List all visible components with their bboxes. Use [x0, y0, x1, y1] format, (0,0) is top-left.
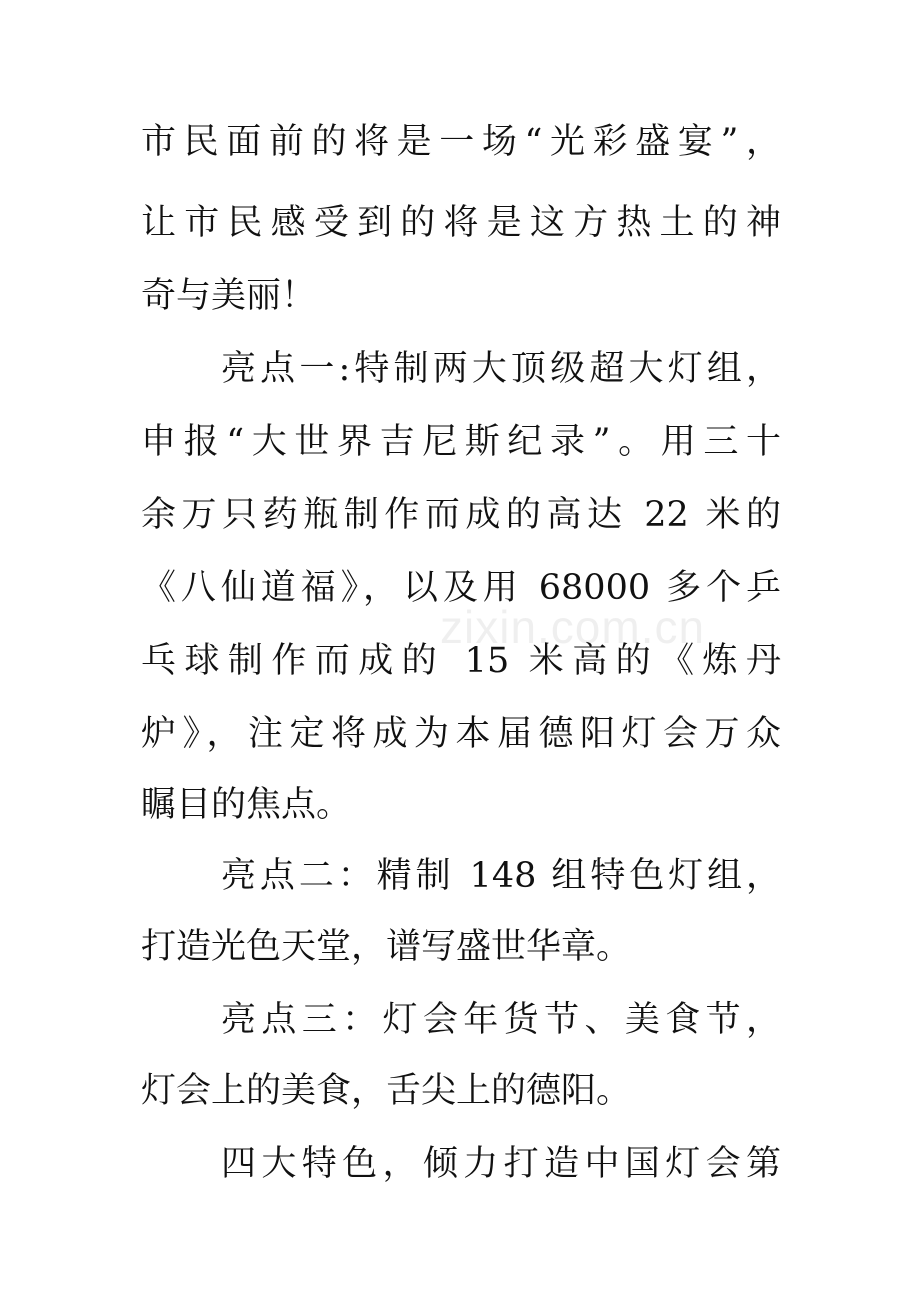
text-line: 市民面前的将是一场“光彩盛宴”， — [141, 122, 781, 162]
paragraph-first-line: 亮点一:特制两大顶级超大灯组， — [221, 349, 781, 389]
paragraph-first-line: 亮点二：精制 148 组特色灯组， — [221, 856, 781, 896]
text-line: 打造光色天堂，谱写盛世华章。 — [141, 927, 632, 967]
text-line: 瞩目的焦点。 — [141, 785, 352, 825]
text-line: 乓球制作而成的 15 米高的《炼丹 — [141, 641, 781, 681]
paragraph-first-line: 亮点三：灯会年货节、美食节， — [221, 1000, 781, 1040]
paragraph-first-line: 四大特色，倾力打造中国灯会第 — [221, 1144, 781, 1184]
watermark: zixin.com.cn — [440, 601, 706, 653]
text-line: 余万只药瓶制作而成的高达 22 米的 — [141, 495, 781, 535]
text-line: 《八仙道福》，以及用 68000 多个乒 — [141, 568, 781, 608]
text-line: 申报“大世界吉尼斯纪录”。用三十 — [141, 422, 781, 462]
text-line: 灯会上的美食，舌尖上的德阳。 — [141, 1071, 632, 1111]
text-line: 让市民感受到的将是这方热土的神 — [141, 203, 781, 243]
text-line: 奇与美丽！ — [141, 276, 317, 316]
text-line: 炉》，注定将成为本届德阳灯会万众 — [141, 714, 781, 754]
